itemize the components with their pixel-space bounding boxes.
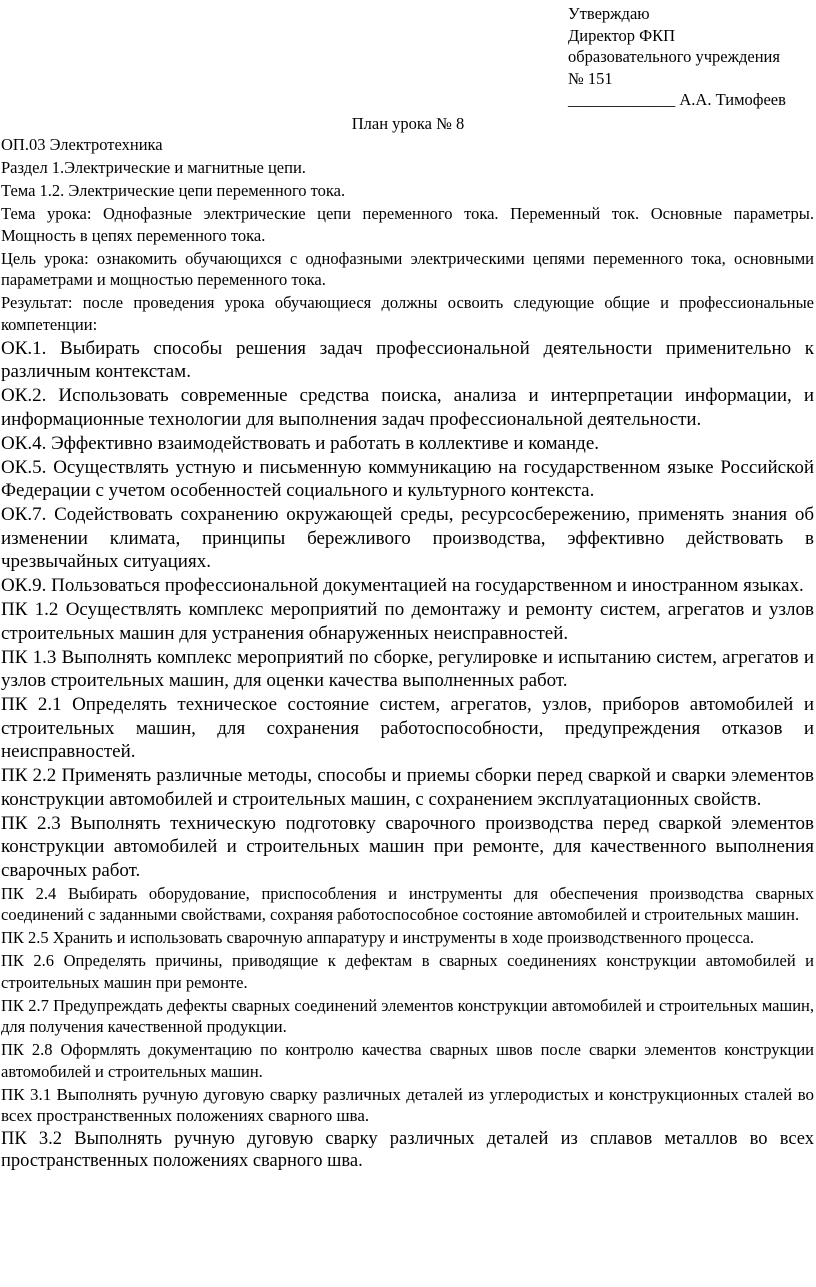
approval-position: Директор ФКП (568, 25, 676, 45)
competency-pk2-3: ПК 2.3 Выполнять техническую подготовку сварочного производства перед сваркой элементов конструкции автомобилей и строительных машин при ремонте, для качественного выполнения сварочных работ. (1, 812, 814, 881)
competency-ok2: ОК.2. Использовать современные средства поиска, анализа и интерпретации информации, и информационные технологии для выполнения задач профессиональной деятельности. (1, 385, 814, 430)
discipline-line: ОП.03 Электротехника (1, 135, 163, 154)
lesson-topic: Тема урока: Однофазные электрические цепи переменного тока. Переменный ток. Основные параметры. Мощность в цепях переменного тока. (1, 204, 814, 245)
competency-pk2-8: ПК 2.8 Оформлять документацию по контролю качества сварных швов после сварки элементов конструкции автомобилей и строительных машин. (1, 1040, 814, 1081)
topic-line: Тема 1.2. Электрические цепи переменного тока. (1, 181, 346, 200)
approval-signature: _____________ А.А. Тимофеев (568, 90, 786, 109)
competency-pk2-4: ПК 2.4 Выбирать оборудование, приспособления и инструменты для обеспечения производства сварных соединений с заданными свойствами, сохраняя работоспособное состояние автомобилей и строительных машин. (1, 883, 814, 924)
competency-pk2-6: ПК 2.6 Определять причины, приводящие к дефектам в сварных соединениях конструкции автомобилей и строительных машин при ремонте. (1, 951, 814, 992)
section-line: Раздел 1.Электрические и магнитные цепи. (1, 158, 306, 177)
competency-ok1: ОК.1. Выбирать способы решения задач профессиональной деятельности применительно к различным контекстам. (1, 337, 814, 382)
competency-ok4: ОК.4. Эффективно взаимодействовать и работать в коллективе и команде. (1, 432, 600, 454)
approval-organization: образовательного учреждения (568, 47, 780, 66)
competency-ok7: ОК.7. Содействовать сохранению окружающей среды, ресурсосбережению, применять знания об изменении климата, принципы бережливого производства, эффективно действовать в чрезвычайных ситуациях. (1, 504, 814, 572)
competency-pk2-1: ПК 2.1 Определять техническое состояние систем, агрегатов, узлов, приборов автомобилей и строительных машин, для сохранения работоспособности, предупреждения отказов и неисправностей. (1, 694, 814, 762)
lesson-result: Результат: после проведения урока обучающиеся должны освоить следующие общие и профессиональные компетенции: (1, 293, 814, 334)
lesson-goal: Цель урока: ознакомить обучающихся с однофазными электрическими цепями переменного тока, основными параметрами и мощностью переменного тока. (1, 248, 814, 289)
competency-ok9: ОК.9. Пользоваться профессиональной документацией на государственном и иностранном языках. (1, 575, 804, 596)
document-body (1, 134, 814, 1172)
competency-pk1-3: ПК 1.3 Выполнять комплекс мероприятий по сборке, регулировке и испытанию систем, агрегатов и узлов строительных машин, для оценки качества выполненных работ. (1, 646, 814, 691)
competency-pk2-5: ПК 2.5 Хранить и использовать сварочную аппаратуру и инструменты в ходе производственного процесса. (1, 928, 755, 947)
competency-ok5: ОК.5. Осуществлять устную и письменную коммуникацию на государственном языке Российской Федерации с учетом особенностей социального и культурного контекста. (1, 456, 814, 501)
approval-number: № 151 (568, 68, 613, 88)
competency-pk1-2: ПК 1.2 Осуществлять комплекс мероприятий по демонтажу и ремонту систем, агрегатов и узлов строительных машин для устранения обнаруженных неисправностей. (1, 599, 814, 644)
approval-heading: Утверждаю (568, 4, 650, 23)
competency-pk3-1: ПК 3.1 Выполнять ручную дуговую сварку различных деталей из углеродистых и конструкционных сталей во всех пространственных положениях сварного шва. (1, 1084, 814, 1125)
document-title: План урока № 8 (351, 114, 465, 133)
competency-pk3-2: ПК 3.2 Выполнять ручную дуговую сварку различных деталей из сплавов металлов во всех пространственных положениях сварного шва. (1, 1129, 814, 1171)
competency-pk2-7: ПК 2.7 Предупреждать дефекты сварных соединений элементов конструкции автомобилей и строительных машин, для получения качественной продукции. (1, 995, 814, 1036)
competency-pk2-2: ПК 2.2 Применять различные методы, способы и приемы сборки перед сваркой и сварки элементов конструкции автомобилей и строительных машин, с сохранением эксплуатационных свойств. (1, 765, 814, 810)
approval-block (568, 3, 814, 111)
